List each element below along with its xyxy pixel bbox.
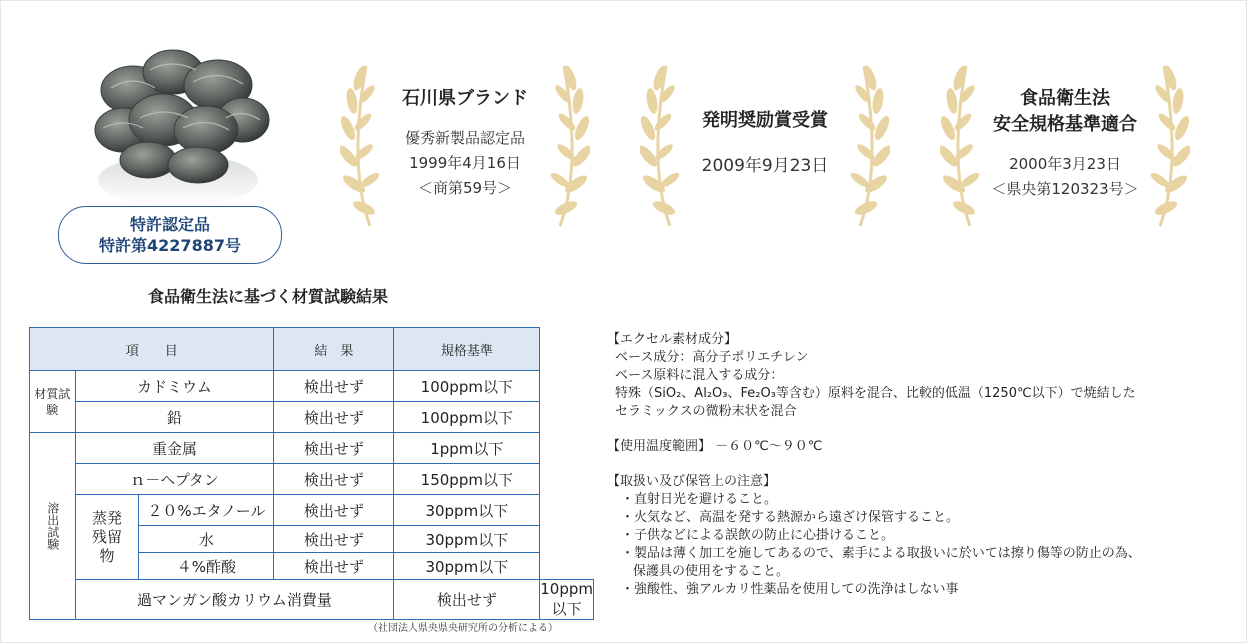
row-item: カドミウム bbox=[75, 371, 274, 402]
award-number: ＜県央第120323号＞ bbox=[991, 179, 1139, 198]
row-standard: 100ppm以下 bbox=[394, 402, 540, 433]
award-title: 石川県ブランド bbox=[402, 88, 528, 109]
table-row bbox=[30, 580, 594, 620]
award-number: ＜商第59号＞ bbox=[417, 179, 513, 197]
laurel-right-icon bbox=[542, 56, 590, 231]
row-item: 水 bbox=[139, 526, 274, 553]
laurel-right-icon bbox=[1142, 56, 1190, 231]
care-item: ・製品は薄く加工を施してあるので、素手による取扱いに於いては擦り傷等の防止の為、 bbox=[621, 546, 1141, 561]
award-date: 2009年9月23日 bbox=[701, 156, 829, 176]
row-standard: 150ppm以下 bbox=[394, 464, 540, 495]
group-material-test: 材質試験 bbox=[30, 371, 76, 433]
special-component: 特殊（SiO₂、Al₂O₃、Fe₂O₃等含む）原料を混合、比較的低温（1250℃以下）で焼結した bbox=[615, 386, 1136, 401]
analysis-note: （社団法人県央県央研究所の分析による） bbox=[368, 623, 558, 634]
product-photo bbox=[78, 30, 288, 210]
row-result: 検出せず bbox=[274, 526, 394, 553]
temperature-range: 【使用温度範囲】 －６０℃～９０℃ bbox=[607, 439, 823, 454]
patent-badge-line2: 特許第4227887号 bbox=[99, 236, 241, 255]
row-item: ４%酢酸 bbox=[139, 553, 274, 580]
table-row bbox=[30, 464, 594, 495]
care-item: ・強酸性、強アルカリ性薬品を使用しての洗浄はしない事 bbox=[621, 582, 959, 597]
row-result: 検出せず bbox=[274, 402, 394, 433]
row-result: 検出せず bbox=[274, 371, 394, 402]
row-item: ２０%エタノール bbox=[139, 495, 274, 526]
row-standard: 30ppm以下 bbox=[394, 495, 540, 526]
table-row bbox=[30, 371, 594, 402]
row-result: 検出せず bbox=[274, 433, 394, 464]
table-title: 食品衛生法に基づく材質試験結果 bbox=[148, 287, 389, 306]
table-header-row bbox=[30, 328, 594, 371]
award-date: 1999年4月16日 bbox=[409, 154, 521, 172]
care-item: ・火気など、高温を発する熱源から遠ざけ保管すること。 bbox=[621, 510, 960, 525]
row-result: 検出せず bbox=[274, 464, 394, 495]
table-row bbox=[30, 433, 594, 464]
row-item: 過マンガン酸カリウム消費量 bbox=[75, 580, 394, 620]
header-item: 項 目 bbox=[30, 328, 274, 371]
award-title-line2: 安全規格基準適合 bbox=[993, 113, 1137, 135]
special-component-cont: セラミックスの微粉末状を混合 bbox=[615, 404, 797, 419]
table-row bbox=[30, 495, 594, 526]
row-item: ｎ－ヘプタン bbox=[75, 464, 274, 495]
row-standard: 30ppm以下 bbox=[394, 553, 540, 580]
row-result: 検出せず bbox=[394, 580, 540, 620]
award-invention-prize bbox=[640, 56, 890, 231]
header-result: 結 果 bbox=[274, 328, 394, 371]
award-line: 優秀新製品認定品 bbox=[404, 129, 525, 147]
award-title-line1: 食品衛生法 bbox=[1020, 87, 1110, 109]
row-standard: 100ppm以下 bbox=[394, 371, 540, 402]
row-standard: 10ppm以下 bbox=[540, 580, 593, 618]
row-result: 検出せず bbox=[274, 495, 394, 526]
award-food-sanitation bbox=[940, 56, 1190, 231]
care-item: ・子供などによる誤飲の防止に心掛けること。 bbox=[621, 528, 895, 543]
laurel-right-icon bbox=[842, 56, 890, 231]
award-ishikawa-brand bbox=[340, 56, 590, 231]
material-test-table bbox=[29, 327, 594, 620]
material-info-panel bbox=[607, 331, 1227, 599]
header-standard: 規格基準 bbox=[394, 328, 540, 371]
care-heading: 【取扱い及び保管上の注意】 bbox=[607, 474, 777, 489]
patent-badge bbox=[58, 206, 282, 264]
care-item-cont: 保護具の使用をすること。 bbox=[633, 564, 790, 579]
composition-heading: 【エクセル素材成分】 bbox=[607, 332, 738, 347]
row-result: 検出せず bbox=[274, 553, 394, 580]
award-title: 発明奨励賞受賞 bbox=[702, 110, 828, 131]
row-item: 重金属 bbox=[75, 433, 274, 464]
award-date: 2000年3月23日 bbox=[1009, 154, 1121, 173]
row-item: 鉛 bbox=[75, 402, 274, 433]
row-standard: 30ppm以下 bbox=[394, 526, 540, 553]
patent-badge-line1: 特許認定品 bbox=[129, 215, 210, 234]
care-item: ・直射日光を避けること。 bbox=[621, 492, 778, 507]
mixed-component-label: ベース原料に混入する成分： bbox=[615, 368, 784, 383]
table-row bbox=[30, 402, 594, 433]
row-standard: 1ppm以下 bbox=[394, 433, 540, 464]
base-component: ベース成分：高分子ポリエチレン bbox=[615, 350, 809, 365]
group-elution-test: 溶出試験 bbox=[30, 433, 76, 620]
subgroup-evaporation-residue: 蒸発残留物 bbox=[75, 495, 139, 580]
